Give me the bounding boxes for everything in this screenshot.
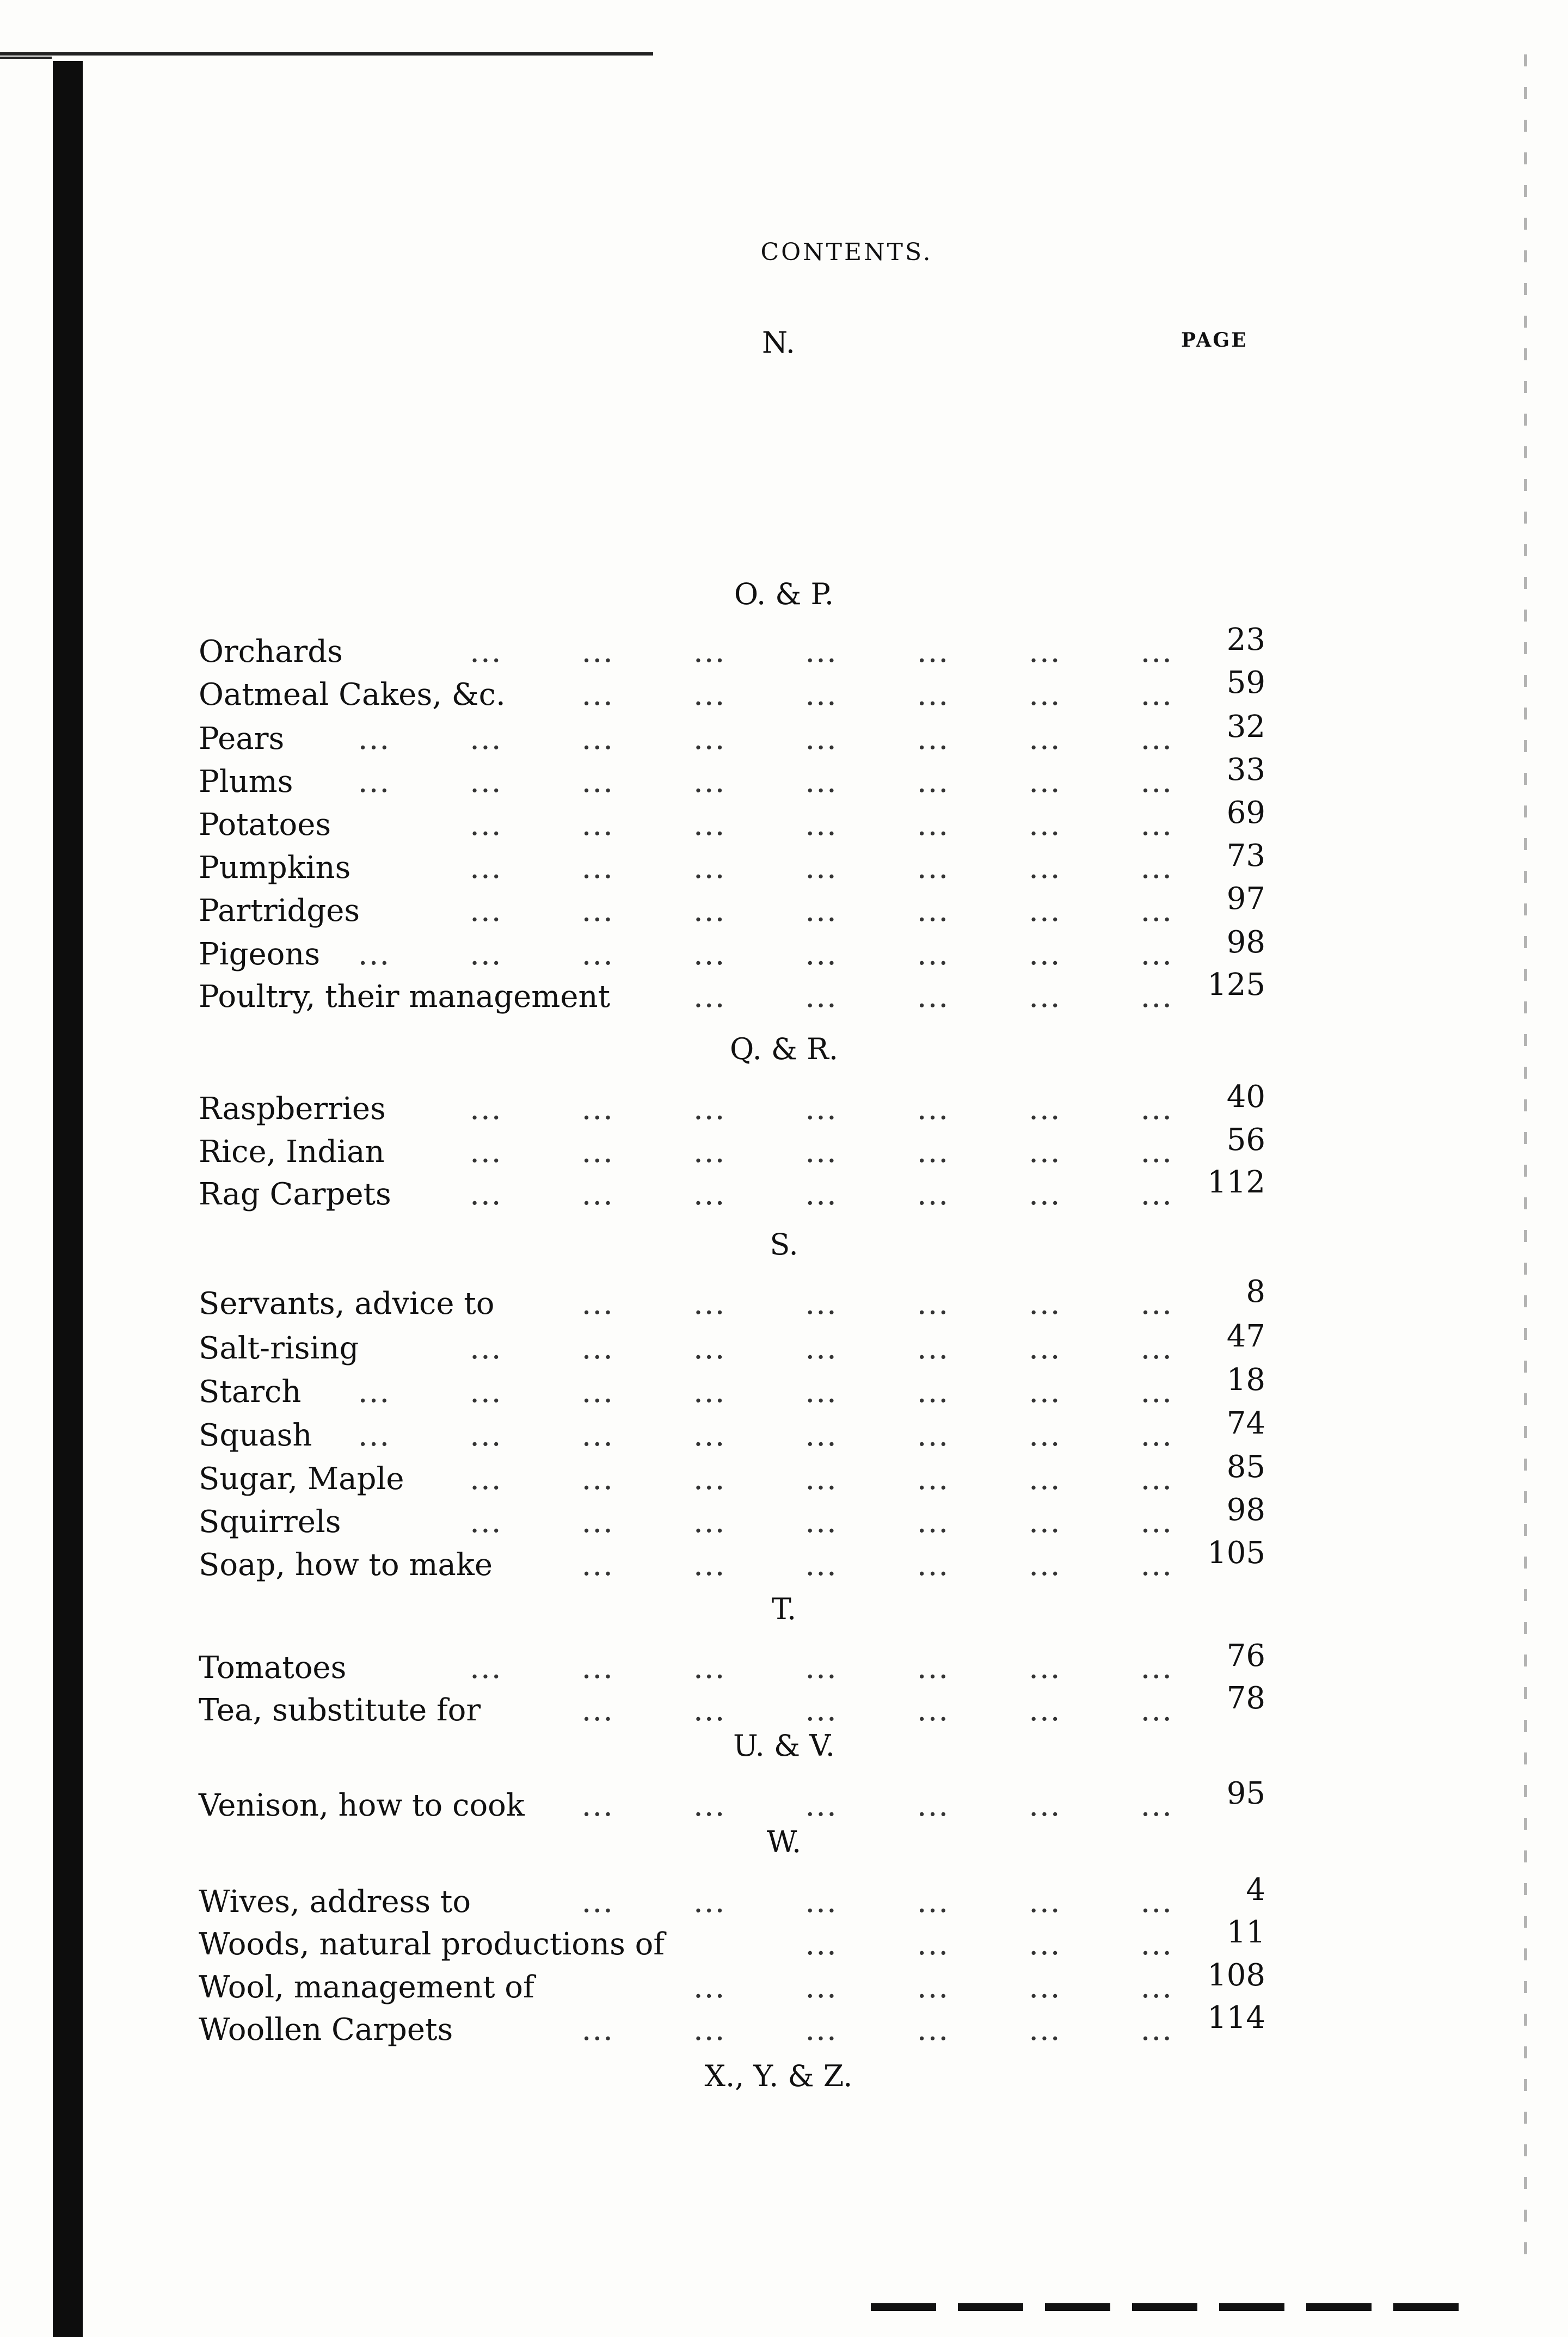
contents-entry: [199, 1274, 1265, 1326]
section-letter: N.: [762, 325, 795, 360]
contents-entry: [199, 838, 1265, 890]
section-heading: [0, 1227, 1568, 1262]
dot-leaders: ... ... ... ... ... ... ... ...: [358, 1418, 1173, 1453]
section-letter: T.: [771, 1592, 797, 1626]
top-rule: [0, 52, 653, 56]
contents-entry: [199, 1319, 1265, 1370]
contents-entry: [199, 1449, 1265, 1501]
contents-entry: [199, 752, 1265, 804]
dot-leaders: ... ... ... ... ...: [693, 979, 1173, 1014]
entry-title: Venison, how to cook: [199, 1788, 525, 1823]
dot-leaders: ... ... ... ...: [805, 1927, 1173, 1962]
entry-page-number: 108: [1207, 1958, 1265, 1993]
section-heading: [0, 577, 1568, 611]
contents-entry: [199, 1958, 1265, 2009]
dot-leaders: ... ... ... ... ... ... ...: [470, 1177, 1173, 1212]
contents-entry: [199, 925, 1265, 976]
section-heading: [0, 1729, 1568, 1763]
contents-entry: [199, 881, 1265, 933]
contents-entry: [199, 665, 1265, 717]
entry-title: Wives, address to: [199, 1884, 471, 1920]
contents-entry: [199, 1165, 1265, 1216]
dot-leaders: ... ... ... ... ... ... ... ...: [358, 721, 1173, 757]
entry-page-number: 114: [1207, 2000, 1265, 2035]
section-heading: [0, 325, 1568, 360]
entry-page-number: 8: [1246, 1274, 1265, 1309]
entry-title: Starch: [199, 1374, 302, 1410]
section-letter: W.: [766, 1825, 802, 1859]
entry-title: Oatmeal Cakes, &c.: [199, 677, 506, 712]
entry-page-number: 76: [1226, 1638, 1265, 1674]
contents-entry: [199, 1079, 1265, 1131]
running-title: [0, 238, 1568, 266]
entry-title: Poultry, their management: [199, 979, 611, 1014]
entry-page-number: 56: [1226, 1122, 1265, 1158]
entry-page-number: 112: [1207, 1165, 1265, 1200]
entry-title: Raspberries: [199, 1091, 386, 1127]
dot-leaders: ... ... ... ... ... ... ...: [470, 1134, 1173, 1170]
entry-page-number: 85: [1226, 1449, 1265, 1485]
contents-entry: [199, 967, 1265, 1019]
entry-page-number: 69: [1226, 795, 1265, 831]
entry-title: Pumpkins: [199, 850, 351, 885]
dot-leaders: ... ... ... ... ... ... ...: [470, 850, 1173, 885]
contents-entry: [199, 709, 1265, 761]
entry-page-number: 18: [1226, 1362, 1265, 1398]
dot-leaders: ... ... ... ... ... ...: [581, 1788, 1173, 1823]
entry-page-number: 40: [1226, 1079, 1265, 1115]
contents-entry: [199, 1638, 1265, 1690]
dot-leaders: ... ... ... ... ... ... ... ...: [358, 937, 1173, 972]
dot-leaders: ... ... ... ... ... ...: [581, 1547, 1173, 1583]
dot-leaders: ... ... ... ... ... ...: [581, 2012, 1173, 2047]
entry-title: Salt-rising: [199, 1331, 359, 1366]
dot-leaders: ... ... ... ... ... ...: [581, 1693, 1173, 1728]
section-heading: [0, 2059, 1568, 2093]
section-heading: [0, 1825, 1568, 1859]
entry-page-number: 73: [1226, 838, 1265, 874]
dot-leaders: ... ... ... ... ... ...: [581, 1286, 1173, 1321]
entry-title: Woollen Carpets: [199, 2012, 453, 2047]
contents-entry: [199, 1535, 1265, 1587]
entry-page-number: 32: [1226, 709, 1265, 745]
entry-title: Squash: [199, 1418, 312, 1453]
entry-title: Wool, management of: [199, 1970, 534, 2005]
contents-entry: [199, 1915, 1265, 1966]
contents-entry: [199, 1362, 1265, 1414]
page-edge-right: [1524, 54, 1527, 2275]
dot-leaders: ... ... ... ... ... ... ...: [470, 893, 1173, 928]
contents-entry: [199, 1406, 1265, 1457]
entry-page-number: 47: [1226, 1319, 1265, 1354]
entry-title: Soap, how to make: [199, 1547, 493, 1583]
entry-page-number: 125: [1207, 967, 1265, 1003]
entry-title: Partridges: [199, 893, 360, 928]
entry-title: Pigeons: [199, 937, 321, 972]
entry-page-number: 74: [1226, 1406, 1265, 1441]
dot-leaders: ... ... ... ... ... ...: [581, 1884, 1173, 1920]
contents-entry: [199, 622, 1265, 674]
contents-entry: [199, 1776, 1265, 1828]
entry-title: Rag Carpets: [199, 1177, 391, 1212]
section-letter: O. & P.: [734, 577, 834, 611]
section-heading: [0, 1592, 1568, 1626]
dot-leaders: ... ... ... ... ...: [693, 1970, 1173, 2005]
entry-title: Orchards: [199, 634, 343, 669]
contents-entry: [199, 1681, 1265, 1732]
entry-title: Rice, Indian: [199, 1134, 385, 1170]
dot-leaders: ... ... ... ... ... ... ...: [470, 1504, 1173, 1540]
entry-page-number: 98: [1226, 1492, 1265, 1528]
top-rule-left: [0, 57, 52, 59]
spine-shadow: [53, 61, 83, 2337]
dot-leaders: ... ... ... ... ... ... ... ...: [358, 764, 1173, 799]
entry-page-number: 105: [1207, 1535, 1265, 1571]
dot-leaders: ... ... ... ... ... ... ... ...: [358, 1374, 1173, 1410]
contents-entry: [199, 1492, 1265, 1544]
entry-title: Plums: [199, 764, 293, 799]
entry-page-number: 59: [1226, 665, 1265, 700]
entry-title: Servants, advice to: [199, 1286, 495, 1321]
section-letter: S.: [770, 1227, 798, 1262]
dot-leaders: ... ... ... ... ... ... ...: [470, 634, 1173, 669]
entry-page-number: 95: [1226, 1776, 1265, 1811]
page-column-label: PAGE: [1181, 329, 1248, 352]
entry-page-number: 11: [1226, 1915, 1265, 1950]
entry-page-number: 98: [1226, 925, 1265, 960]
dot-leaders: ... ... ... ... ... ... ...: [470, 1461, 1173, 1497]
entry-page-number: 4: [1246, 1872, 1265, 1908]
contents-entry: [199, 1872, 1265, 1924]
contents-entry: [199, 2000, 1265, 2052]
entry-title: Potatoes: [199, 807, 331, 842]
section-letter: X., Y. & Z.: [704, 2059, 853, 2093]
entry-title: Squirrels: [199, 1504, 341, 1540]
section-letter: U. & V.: [733, 1729, 835, 1763]
entry-title: Woods, natural productions of: [199, 1927, 665, 1962]
entry-page-number: 97: [1226, 881, 1265, 917]
dot-leaders: ... ... ... ... ... ... ...: [470, 1331, 1173, 1366]
page-edge-bottom: [871, 2303, 1469, 2311]
entry-title: Sugar, Maple: [199, 1461, 404, 1497]
contents-entry: [199, 1122, 1265, 1174]
entry-title: Tea, substitute for: [199, 1693, 481, 1728]
dot-leaders: ... ... ... ... ... ...: [581, 677, 1173, 712]
entry-page-number: 23: [1226, 622, 1265, 657]
dot-leaders: ... ... ... ... ... ... ...: [470, 1650, 1173, 1686]
contents-entry: [199, 795, 1265, 847]
section-heading: [0, 1032, 1568, 1066]
entry-title: Tomatoes: [199, 1650, 347, 1686]
dot-leaders: ... ... ... ... ... ... ...: [470, 807, 1173, 842]
entry-page-number: 78: [1226, 1681, 1265, 1716]
running-title-text: CONTENTS.: [760, 238, 933, 266]
entry-page-number: 33: [1226, 752, 1265, 788]
section-letter: Q. & R.: [730, 1032, 838, 1066]
entry-title: Pears: [199, 721, 285, 757]
dot-leaders: ... ... ... ... ... ... ...: [470, 1091, 1173, 1127]
